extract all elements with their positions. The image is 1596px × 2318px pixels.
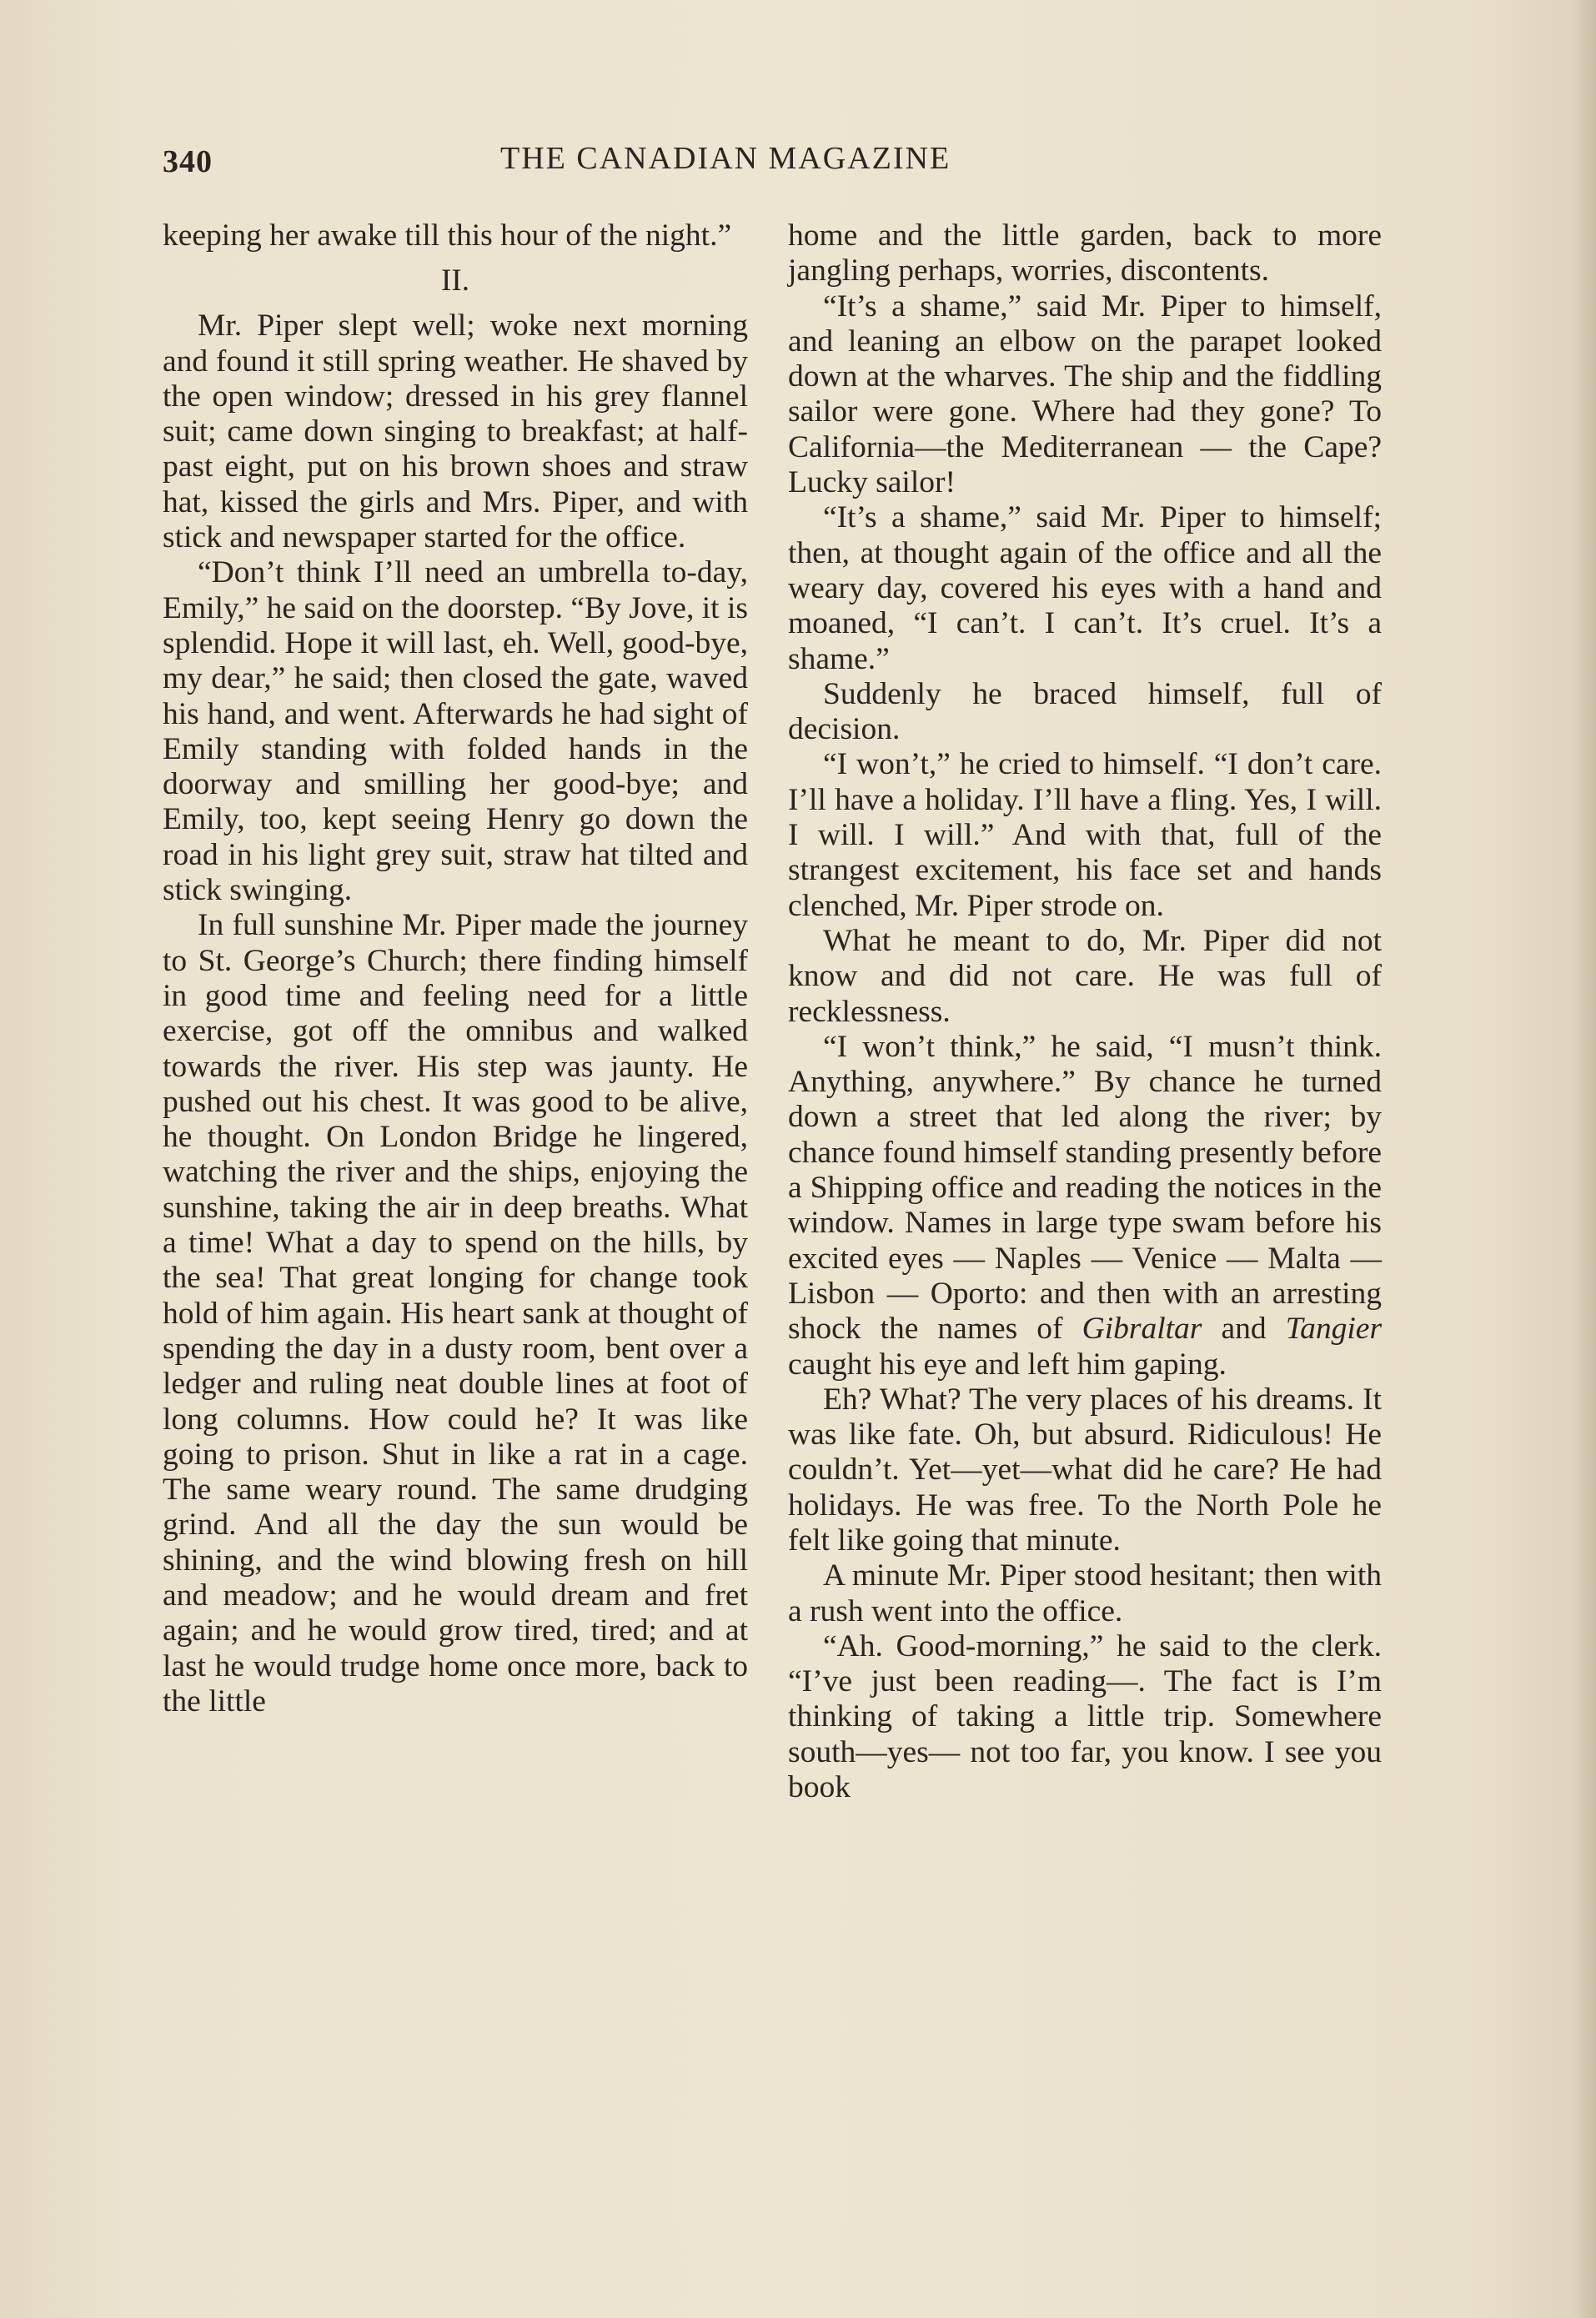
- paragraph: Eh? What? The very places of his dreams. It was like fate. Oh, but absurd. Ridiculous! He couldn’t. Yet—yet—what did he care? He had holidays. He was free. To the North Pole he felt like going that minute.: [788, 1382, 1382, 1558]
- section-heading: II.: [441, 263, 469, 299]
- left-column: [163, 218, 748, 1719]
- place-name-tangier: Tangier: [1285, 1312, 1383, 1347]
- paragraph: What he meant to do, Mr. Piper did not know and did not care. He was full of recklessness.: [788, 923, 1382, 1029]
- running-head: THE CANADIAN MAGAZINE: [500, 141, 951, 176]
- paragraph-continuation: keeping her awake till this hour of the night.”: [163, 218, 732, 253]
- paragraph: “It’s a shame,” said Mr. Piper to himself, and leaning an elbow on the parapet looked down at the wharves. The ship and the fiddling sailor were gone. Where had they gone? To California—the Mediterranean — the Cape? Lucky sailor!: [788, 288, 1382, 500]
- paragraph-text-end: caught his eye and left him gaping.: [788, 1347, 1227, 1382]
- paragraph: In full sunshine Mr. Piper made the journey to St. George’s Church; there finding himself in good time and feeling need for a little exercise, got off the omnibus and walked towards the river. His step was jaunty. He pushed out his chest. It was good to be alive, he thought. On London Bridge he lingered, watching the river and the ships, enjoying the sunshine, taking the air in deep breaths. What a time! What a day to spend on the hills, by the sea! That great longing for change took hold of him again. His heart sank at thought of spending the day in a dusty room, bent over a ledger and ruling neat double lines at foot of long columns. How could he? It was like going to prison. Shut in like a rat in a cage. The same weary round. The same drudging grind. And all the day the sun would be shining, and the wind blowing fresh on hill and meadow; and he would dream and fret again; and he would grow tired, tired; and at last he would trudge home once more, back to the little: [163, 908, 748, 1718]
- place-name-gibraltar: Gibraltar: [1082, 1312, 1202, 1347]
- paragraph-continuation: home and the little garden, back to more jangling perhaps, worries, discontents.: [788, 218, 1382, 288]
- right-column: [788, 218, 1382, 1805]
- paragraph: Suddenly he braced himself, full of decision.: [788, 676, 1382, 747]
- paragraph: “Don’t think I’ll need an umbrella to-day, Emily,” he said on the doorstep. “By Jove, it is splendid. Hope it will last, eh. Well, good-bye, my dear,” he said; then closed the gate, waved his hand, and went. Afterwards he had sight of Emily standing with folded hands in the doorway and smilling her good-bye; and Emily, too, kept seeing Henry go down the road in his light grey suit, straw hat tilted and stick swinging.: [163, 555, 748, 908]
- conjunction: and: [1221, 1312, 1267, 1347]
- paragraph: “Ah. Good-morning,” he said to the clerk. “I’ve just been reading—. The fact is I’m thinking of taking a little trip. Somewhere south—yes— not too far, you know. I see you book: [788, 1628, 1382, 1805]
- paragraph: A minute Mr. Piper stood hesitant; then with a rush went into the office.: [788, 1558, 1382, 1628]
- page-edge-shadow: [1571, 0, 1596, 2318]
- paragraph: “I won’t,” he cried to himself. “I don’t care. I’ll have a holiday. I’ll have a fling. Yes, I will. I will. I will.” And with that, full of the strangest excitement, his face set and hands clenched, Mr. Piper strode on.: [788, 747, 1382, 923]
- page-number: 340: [163, 144, 213, 179]
- paragraph-shipping-office: [788, 1030, 1382, 1382]
- paragraph: Mr. Piper slept well; woke next morning and found it still spring weather. He shaved by the open window; dressed in his grey flannel suit; came down singing to breakfast; at half-past eight, put on his brown shoes and straw hat, kissed the girls and Mrs. Piper, and with stick and newspaper started for the office.: [163, 309, 748, 555]
- paragraph: “It’s a shame,” said Mr. Piper to himself; then, at thought again of the office and all the weary day, covered his eyes with a hand and moaned, “I can’t. I can’t. It’s cruel. It’s a shame.”: [788, 500, 1382, 676]
- paragraph-text: “I won’t think,” he said, “I musn’t think. Anything, anywhere.” By chance he turned down a street that led along the river; by chance found himself standing presently before a Shipping office and reading the notices in the window. Names in large type swam before his excited eyes — Naples — Venice — Malta — Lisbon — Oporto: and then with an arresting shock the names of: [788, 1029, 1382, 1347]
